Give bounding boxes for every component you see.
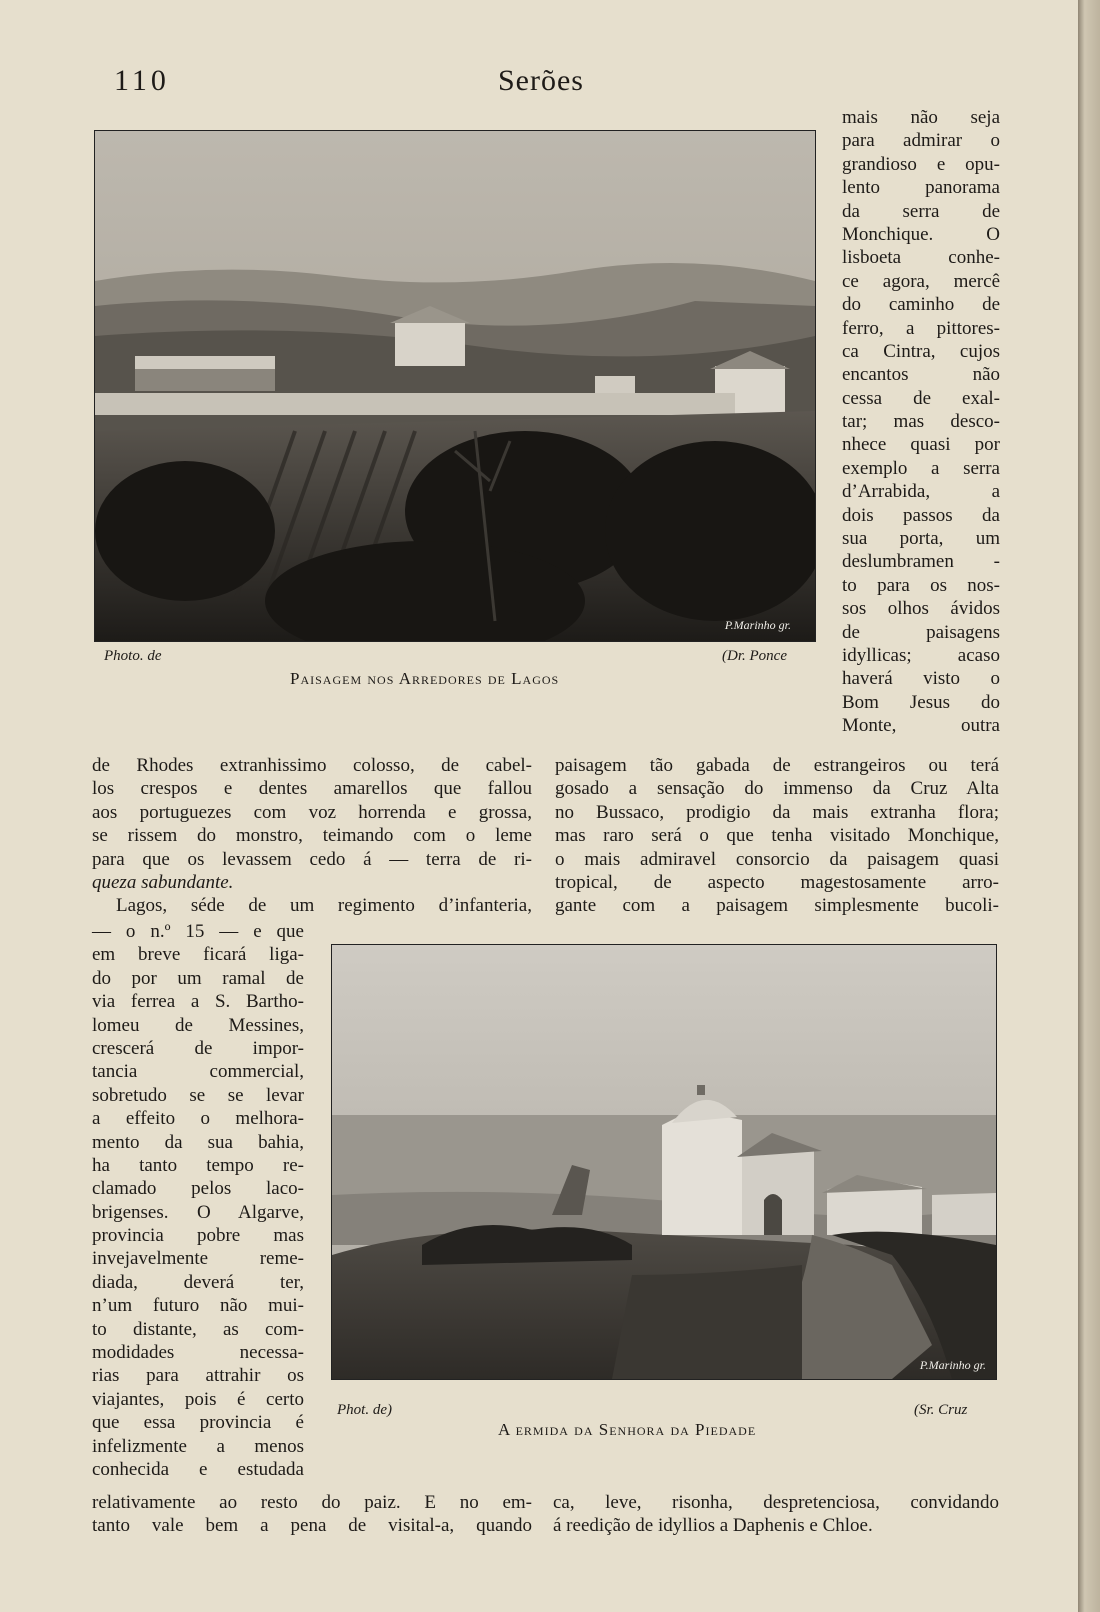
text-line: tanto vale bem a pena de visital-a, quando bbox=[92, 1515, 532, 1537]
text-column-narrow-left bbox=[92, 920, 304, 1481]
text-line: Bom Jesus do bbox=[842, 691, 1000, 713]
chapel-photo bbox=[331, 944, 997, 1380]
text-line: encantos não bbox=[842, 364, 1000, 386]
text-line: o mais admiravel consorcio da paisagem quasi bbox=[555, 848, 999, 870]
photo-credit-right-1: (Dr. Ponce bbox=[722, 648, 787, 664]
text-line: exemplo a serra bbox=[842, 457, 1000, 479]
text-line: ca Cintra, cujos bbox=[842, 340, 1000, 362]
text-line: a effeito o melhora- bbox=[92, 1108, 304, 1130]
text-line: que essa provincia é bbox=[92, 1412, 304, 1434]
photo-credit-left-2: Phot. de) bbox=[337, 1402, 392, 1418]
landscape-photo bbox=[94, 130, 816, 642]
text-line: de Rhodes extranhissimo colosso, de cabel- bbox=[92, 755, 532, 776]
text-line: haverá visto o bbox=[842, 668, 1000, 690]
text-line: via ferrea a S. Bartho- bbox=[92, 991, 304, 1013]
text-line: provincia pobre mas bbox=[92, 1225, 304, 1247]
text-line: Monte, outra bbox=[842, 715, 1000, 737]
text-line: aos portuguezes com voz horrenda e grossa, bbox=[92, 801, 532, 823]
text-line: d’Arrabida, a bbox=[842, 481, 1000, 503]
text-line: dois passos da bbox=[842, 504, 1000, 526]
text-line: gante com a paisagem simplesmente bucoli- bbox=[555, 895, 999, 917]
text-line: clamado pelos laco- bbox=[92, 1178, 304, 1200]
text-line: invejavelmente reme- bbox=[92, 1248, 304, 1270]
text-line: modidades necessa- bbox=[92, 1342, 304, 1364]
text-line: tancia commercial, bbox=[92, 1061, 304, 1083]
text-line: — o n.º 15 — e que bbox=[92, 921, 304, 942]
text-line: viajantes, pois é certo bbox=[92, 1388, 304, 1410]
text-line: á reedição de idyllios a Daphenis e Chloe. bbox=[553, 1515, 873, 1537]
text-line: n’um futuro não mui- bbox=[92, 1295, 304, 1317]
text-column-bottom-right bbox=[553, 1491, 999, 1538]
figure-caption-1: Paisagem nos Arredores de Lagos bbox=[290, 669, 560, 688]
text-line: sos olhos ávidos bbox=[842, 598, 1000, 620]
text-line: para admirar o bbox=[842, 130, 1000, 152]
text-line: rias para attrahir os bbox=[92, 1365, 304, 1387]
text-line: para que os levassem cedo á — terra de ri- bbox=[92, 848, 532, 870]
text-line: no Bussaco, prodigio da mais extranha flora; bbox=[555, 801, 999, 823]
text-column-bottom-left bbox=[92, 1491, 532, 1538]
text-line: sobretudo se se levar bbox=[92, 1084, 304, 1106]
engraver-signature-1: P.Marinho gr. bbox=[724, 618, 791, 632]
text-line: infelizmente a menos bbox=[92, 1435, 304, 1457]
text-line: grandioso e opu- bbox=[842, 153, 1000, 175]
text-line: tropical, de aspecto magestosamente arro- bbox=[555, 871, 999, 893]
text-line: mento da sua bahia, bbox=[92, 1131, 304, 1153]
text-line: lomeu de Messines, bbox=[92, 1014, 304, 1036]
text-line: lisboeta conhe- bbox=[842, 247, 1000, 269]
page-number: 110 bbox=[114, 64, 170, 97]
text-line: se rissem do monstro, teimando com o leme bbox=[92, 825, 532, 847]
text-line: paisagem tão gabada de estrangeiros ou terá bbox=[555, 755, 999, 776]
photo-credit-right-2: (Sr. Cruz bbox=[914, 1402, 968, 1418]
binding-edge bbox=[1078, 0, 1100, 1612]
text-column-mid-right bbox=[555, 754, 999, 918]
running-title: Serões bbox=[498, 64, 584, 97]
text-line: ca, leve, risonha, despretenciosa, convidando bbox=[553, 1492, 999, 1513]
text-line: sua porta, um bbox=[842, 528, 1000, 550]
text-line: brigenses. O Algarve, bbox=[92, 1201, 304, 1223]
text-line: ce agora, mercê bbox=[842, 270, 1000, 292]
engraver-signature-2: P.Marinho gr. bbox=[919, 1358, 986, 1372]
text-line: mas raro será o que tenha visitado Monchique, bbox=[555, 825, 999, 847]
text-line: do caminho de bbox=[842, 294, 1000, 316]
text-line: idyllicas; acaso bbox=[842, 644, 1000, 666]
text-line: ha tanto tempo re- bbox=[92, 1154, 304, 1176]
figure-caption-2: A ermida da Senhora da Piedade bbox=[498, 1420, 757, 1439]
text-column-top-right bbox=[842, 106, 1000, 738]
text-line: nhece quasi por bbox=[842, 434, 1000, 456]
text-line: em breve ficará liga- bbox=[92, 944, 304, 966]
text-line: cessa de exal- bbox=[842, 387, 1000, 409]
text-line: gosado a sensação do immenso da Cruz Alta bbox=[555, 778, 999, 800]
text-line: diada, deverá ter, bbox=[92, 1271, 304, 1293]
text-line: do por um ramal de bbox=[92, 967, 304, 989]
text-line: lento panorama bbox=[842, 177, 1000, 199]
text-line: relativamente ao resto do paiz. E no em- bbox=[92, 1492, 532, 1513]
text-column-mid-left bbox=[92, 754, 532, 918]
text-line: tar; mas desco- bbox=[842, 411, 1000, 433]
text-line: to distante, as com- bbox=[92, 1318, 304, 1340]
text-line: ferro, a pittores- bbox=[842, 317, 1000, 339]
text-line: deslumbramen - bbox=[842, 551, 1000, 573]
text-line: los crespos e dentes amarellos que fallou bbox=[92, 778, 532, 800]
text-line: da serra de bbox=[842, 200, 1000, 222]
text-line: de paisagens bbox=[842, 621, 1000, 643]
text-line: crescerá de impor- bbox=[92, 1037, 304, 1059]
text-line: Lagos, séde de um regimento d’infanteria, bbox=[116, 895, 532, 917]
photo-credit-left-1: Photo. de bbox=[104, 648, 162, 664]
text-line: mais não seja bbox=[842, 107, 1000, 128]
text-line: to para os nos- bbox=[842, 574, 1000, 596]
text-line: conhecida e estudada bbox=[92, 1458, 304, 1480]
text-line: Monchique. O bbox=[842, 223, 1000, 245]
text-line: queza sabundante. bbox=[92, 871, 234, 893]
